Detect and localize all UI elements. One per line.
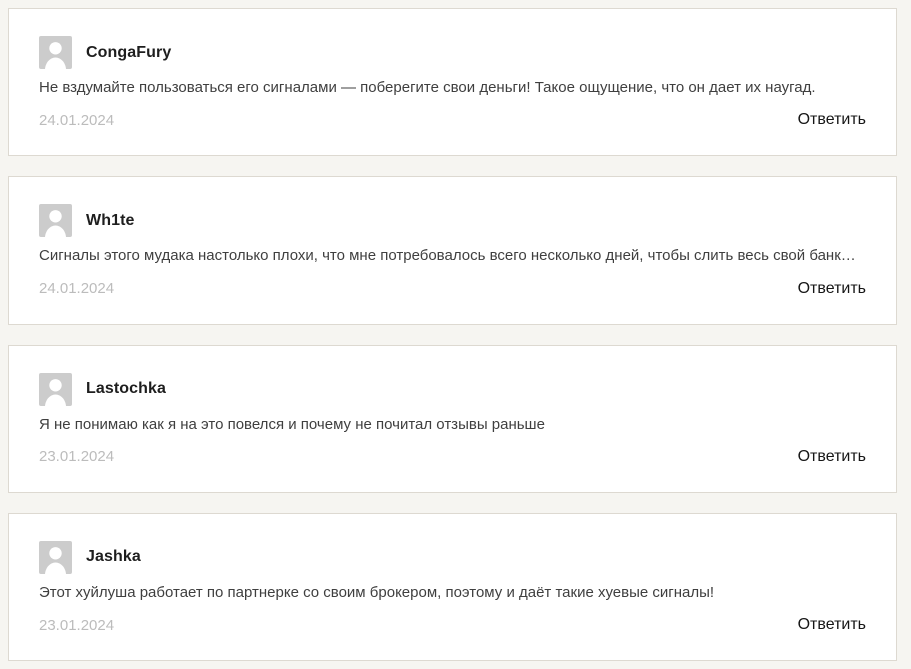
- user-avatar-icon: [39, 373, 72, 406]
- comment-text: Этот хуйлуша работает по партнерке со своим брокером, поэтому и даёт такие хуевые сигналы!: [39, 583, 715, 601]
- reply-button[interactable]: Ответить: [797, 616, 866, 633]
- comment-card: [8, 345, 897, 493]
- comment-date: 23.01.2024: [39, 448, 115, 466]
- comment-footer: [39, 280, 866, 298]
- comment-text: Не вздумайте пользоваться его сигналами — поберегите свои деньги! Такое ощущение, что он дает их наугад.: [39, 79, 816, 96]
- comment-username: Jashka: [86, 548, 141, 566]
- comment-footer: [39, 616, 866, 634]
- comment-date: 24.01.2024: [39, 111, 115, 129]
- comment-header: [39, 541, 866, 574]
- comment-card: [8, 176, 897, 324]
- comment-date: 24.01.2024: [39, 280, 115, 297]
- reply-button[interactable]: Ответить: [797, 447, 866, 465]
- comment-header: [39, 36, 866, 69]
- comment-username: CongaFury: [86, 43, 172, 61]
- user-avatar-icon: [39, 36, 72, 69]
- comment-date: 23.01.2024: [39, 616, 115, 634]
- comment-header: [39, 373, 866, 406]
- comment-text: Сигналы этого мудака настолько плохи, что мне потребовалось всего несколько дней, чтобы слить весь свой банк…: [39, 247, 856, 265]
- comment-card: [8, 8, 897, 156]
- reply-button[interactable]: Ответить: [797, 279, 866, 297]
- comment-footer: [39, 111, 866, 129]
- user-avatar-icon: [39, 204, 72, 237]
- comment-username: Wh1te: [86, 211, 135, 229]
- comment-header: [39, 204, 866, 237]
- comment-footer: [39, 448, 866, 466]
- comment-text: Я не понимаю как я на это повелся и почему не почитал отзывы раньше: [39, 415, 545, 433]
- user-avatar-icon: [39, 541, 72, 574]
- comment-username: Lastochka: [86, 380, 167, 397]
- reply-button[interactable]: Ответить: [797, 111, 866, 129]
- comment-card: [8, 513, 897, 661]
